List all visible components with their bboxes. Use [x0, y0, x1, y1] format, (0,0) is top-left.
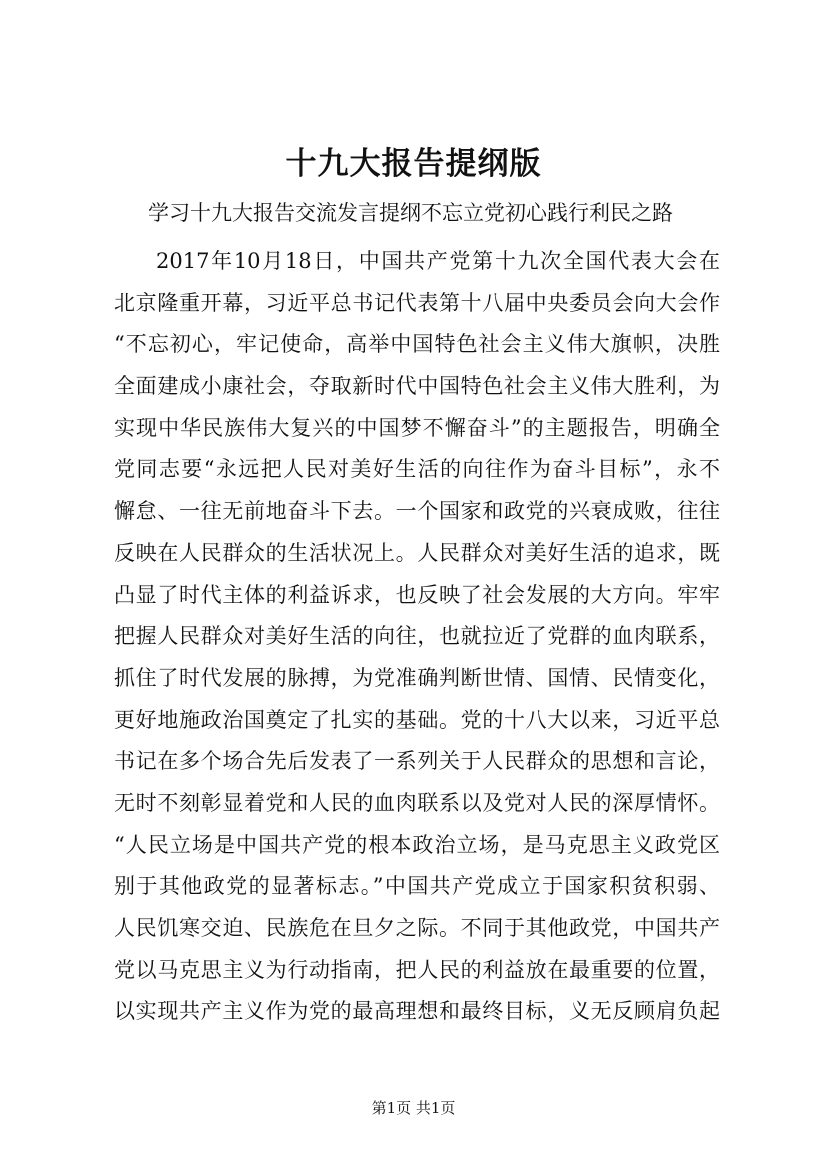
body-line: “人民立场是中国共产党的根本政治立场，是马克思主义政党区 — [114, 832, 720, 857]
body-line: 别于其他政党的显著标志。”中国共产党成立于国家积贫积弱、 — [114, 874, 720, 899]
body-line: 党同志要“永远把人民对美好生活的向往作为奋斗目标”，永不 — [114, 457, 720, 482]
body-line: 无时不刻彰显着党和人民的血肉联系以及党对人民的深厚情怀。 — [114, 790, 720, 815]
document-body — [114, 241, 720, 1033]
body-line: 凸显了时代主体的利益诉求，也反映了社会发展的大方向。牢牢 — [114, 582, 720, 607]
body-line: 更好地施政治国奠定了扎实的基础。党的十八大以来，习近平总 — [114, 707, 720, 732]
page-number-label: 第1页 共1页 — [371, 1099, 456, 1117]
body-line: 2017年10月18日，中国共产党第十九次全国代表大会在 — [156, 249, 720, 273]
body-line: 把握人民群众对美好生活的向往，也就拉近了党群的血肉联系， — [114, 624, 720, 649]
body-line: 实现中华民族伟大复兴的中国梦不懈奋斗”的主题报告，明确全 — [114, 415, 720, 440]
body-line: 懈怠、一往无前地奋斗下去。一个国家和政党的兴衰成败，往往 — [114, 499, 720, 524]
body-line: “不忘初心，牢记使命，高举中国特色社会主义伟大旗帜，决胜 — [114, 332, 720, 357]
body-line: 全面建成小康社会，夺取新时代中国特色社会主义伟大胜利，为 — [114, 374, 720, 399]
page-footer — [0, 1098, 827, 1118]
body-line: 党以马克思主义为行动指南，把人民的利益放在最重要的位置， — [114, 957, 720, 982]
body-line: 人民饥寒交迫、民族危在旦夕之际。不同于其他政党，中国共产 — [114, 916, 720, 940]
body-line: 抓住了时代发展的脉搏，为党准确判断世情、国情、民情变化， — [114, 665, 720, 690]
body-line: 书记在多个场合先后发表了一系列关于人民群众的思想和言论， — [114, 749, 720, 774]
body-line: 以实现共产主义作为党的最高理想和最终目标，义无反顾肩负起 — [114, 999, 720, 1024]
document-title: 十九大报告提纲版 — [285, 146, 542, 182]
document-subtitle: 学习十九大报告交流发言提纲不忘立党初心践行利民之路 — [148, 201, 673, 225]
body-line: 北京隆重开幕，习近平总书记代表第十八届中央委员会向大会作 — [114, 290, 720, 315]
body-line: 反映在人民群众的生活状况上。人民群众对美好生活的追求，既 — [114, 540, 720, 565]
